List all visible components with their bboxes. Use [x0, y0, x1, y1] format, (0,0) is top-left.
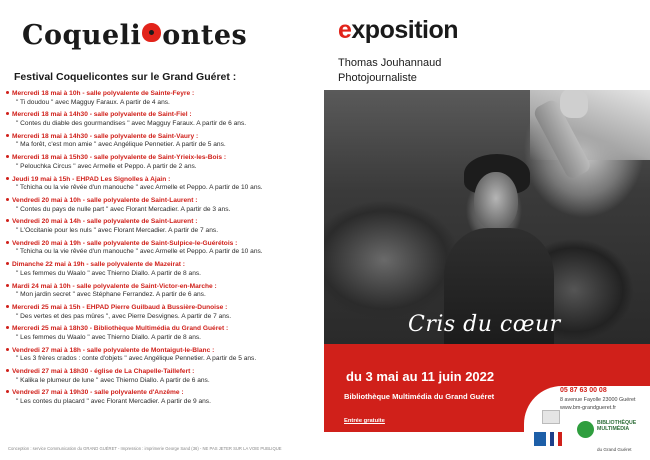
- logo-text-start: Coqueli: [22, 20, 142, 51]
- event-description: " Les femmes du Waalo " avec Thierno Diallo. A partir de 8 ans.: [16, 333, 202, 341]
- event-when: [6, 197, 321, 206]
- bullet-icon: [6, 262, 9, 265]
- bnf-logo-icon: [534, 432, 546, 446]
- event-description: " Tchicha ou la vie rêvée d'un manouche " avec Armelle et Peppo. A partir de 10 ans.: [16, 248, 263, 256]
- event-when-text: Jeudi 19 mai à 15h - EHPAD Les Signolles à Ajain :: [12, 175, 171, 183]
- event-description: " Les contes du placard " avec Florant Mercadier. A partir de 9 ans.: [16, 398, 211, 406]
- contact-address: 8 avenue Fayolle 23000 Guéret: [560, 397, 636, 403]
- event-when-text: Mercredi 18 mai à 14h30 - salle polyvalente de Saint-Vaury :: [12, 132, 199, 140]
- event-item: [6, 197, 321, 218]
- event-item: [6, 133, 321, 154]
- bullet-icon: [6, 219, 9, 222]
- event-when-text: Dimanche 22 mai à 19h - salle polyvalente de Mazeirat :: [12, 261, 185, 269]
- exhibition-panel: [324, 0, 650, 460]
- event-when: [6, 154, 321, 163]
- event-description: " Des vertes et des pas mûres ", avec Pierre Desvignes. A partir de 7 ans.: [16, 312, 232, 320]
- event-when: [6, 325, 321, 334]
- event-item: [6, 368, 321, 389]
- event-when-text: Vendredi 20 mai à 10h - salle polyvalente de Saint-Laurent :: [12, 196, 198, 204]
- library-logo-icon: [577, 421, 594, 438]
- event-when-text: Mercredi 18 mai à 10h - salle polyvalente de Sainte-Feyre :: [12, 90, 195, 97]
- footer-credits: Conception : service Communication du GRAND GUÉRET - Impression : imprimerie George Sand (36) - NE PAS JETER SUR LA VOIE PUBLIQUE: [8, 446, 282, 451]
- event-item: [6, 240, 321, 261]
- event-when-text: Mercredi 18 mai à 15h30 - salle polyvalente de Saint-Yrieix-les-Bois :: [12, 154, 227, 162]
- event-when: [6, 283, 321, 292]
- event-item: [6, 261, 321, 282]
- event-when: [6, 347, 321, 356]
- exhibition-venue: Bibliothèque Multimédia du Grand Guéret: [344, 392, 495, 401]
- event-description: " Mon jardin secret " avec Stéphane Ferrandez. A partir de 6 ans.: [16, 291, 206, 299]
- bullet-icon: [6, 134, 9, 137]
- poppy-icon: [142, 23, 161, 42]
- program-panel: [0, 0, 324, 460]
- exhibition-dates: du 3 mai au 11 juin 2022: [346, 369, 495, 384]
- event-when: [6, 90, 321, 99]
- event-when-text: Mercredi 25 mai à 18h30 - Bibliothèque Multimédia du Grand Guéret :: [12, 325, 229, 333]
- bullet-icon: [6, 112, 9, 115]
- event-when: [6, 176, 321, 185]
- photo-fist: [560, 90, 588, 118]
- logo-text-end: ontes: [162, 20, 248, 51]
- bullet-icon: [6, 198, 9, 201]
- event-when: [6, 240, 321, 249]
- bullet-icon: [6, 155, 9, 158]
- festival-title: Festival Coquelicontes sur le Grand Guéret :: [14, 71, 237, 83]
- bullet-icon: [6, 284, 9, 287]
- event-item: [6, 90, 321, 111]
- coquelicontes-logo: [22, 20, 247, 51]
- library-logo-line2: MULTIMÉDIA: [597, 426, 630, 432]
- exposition-rest: xposition: [351, 16, 459, 44]
- protest-photo: [324, 90, 650, 344]
- event-description: " L'Occitanie pour les nuls " avec Florant Mercadier. A partir de 7 ans.: [16, 226, 219, 234]
- event-item: [6, 325, 321, 346]
- event-description: " Tchicha ou la vie rêvée d'un manouche " avec Armelle et Peppo. A partir de 10 ans.: [16, 184, 263, 192]
- event-when: [6, 133, 321, 142]
- event-when-text: Vendredi 27 mai à 18h - salle polyvalente de Montaigut-le-Blanc :: [12, 346, 215, 354]
- event-when: [6, 368, 321, 377]
- event-item: [6, 111, 321, 132]
- bullet-icon: [6, 326, 9, 329]
- event-when: [6, 261, 321, 270]
- partner-logo-icon: [542, 410, 560, 424]
- event-description: " Les femmes du Waalo " avec Thierno Diallo. A partir de 8 ans.: [16, 269, 202, 277]
- event-description: " Contes du pays de nulle part " avec Florant Mercadier. A partir de 3 ans.: [16, 205, 231, 213]
- bullet-icon: [6, 177, 9, 180]
- event-when-text: Mardi 24 mai à 10h - salle polyvalente de Saint-Victor-en-Marche :: [12, 282, 217, 290]
- event-item: [6, 304, 321, 325]
- event-when-text: Vendredi 27 mai à 18h30 - église de La Chapelle-Taillefert :: [12, 368, 195, 376]
- photographer-block: [338, 56, 441, 86]
- event-item: [6, 154, 321, 175]
- event-when: [6, 304, 321, 313]
- event-when-text: Mercredi 18 mai à 14h30 - salle polyvalente de Saint-Fiel :: [12, 111, 192, 119]
- event-item: [6, 218, 321, 239]
- exhibition-title: Cris du cœur: [408, 312, 561, 337]
- event-description: " Les 3 frères crados : conte d'objets " avec Angélique Pennetier. A partir de 5 ans.: [16, 355, 257, 363]
- event-description: " Kalika le plumeur de lune " avec Thierno Diallo. A partir de 6 ans.: [16, 376, 210, 384]
- contact-website: www.bm-grandgueret.fr: [560, 405, 617, 411]
- event-when-text: Vendredi 27 mai à 19h30 - salle polyvalente d'Anzême :: [12, 389, 184, 397]
- bullet-icon: [6, 348, 9, 351]
- event-when: [6, 218, 321, 227]
- event-item: [6, 176, 321, 197]
- bullet-icon: [6, 369, 9, 372]
- library-logo-text: [597, 420, 636, 432]
- event-description: " Pelouchka Circus " avec Armelle et Peppo. A partir de 2 ans.: [16, 162, 197, 170]
- event-item: [6, 347, 321, 368]
- event-when-text: Mercredi 25 mai à 15h - EHPAD Pierre Guilbaud à Bussière-Dunoise :: [12, 303, 228, 311]
- library-logo-subtitle: du Grand Guéret: [597, 447, 632, 452]
- library-logo-line1: BIBLIOTHÈQUE: [597, 420, 637, 426]
- event-item: [6, 283, 321, 304]
- republique-logo-icon: [550, 432, 562, 446]
- event-description: " Contes du diable des gourmandises " avec Magguy Faraux. A partir de 6 ans.: [16, 119, 247, 127]
- event-list: [6, 90, 321, 411]
- photographer-name: Thomas Jouhannaud: [338, 57, 442, 69]
- event-when-text: Vendredi 20 mai à 14h - salle polyvalente de Saint-Laurent :: [12, 218, 198, 226]
- event-when: [6, 389, 321, 398]
- event-description: " Ti doudou " avec Magguy Faraux. A partir de 4 ans.: [16, 98, 170, 106]
- bullet-icon: [6, 241, 9, 244]
- contact-phone: 05 87 63 00 08: [560, 387, 607, 394]
- exposition-heading: [338, 16, 458, 45]
- photo-face: [474, 172, 518, 230]
- event-description: " Ma forêt, c'est mon amie " avec Angélique Pennetier. A partir de 5 ans.: [16, 141, 226, 149]
- exposition-accent-letter: e: [338, 16, 352, 44]
- bullet-icon: [6, 305, 9, 308]
- bullet-icon: [6, 390, 9, 393]
- event-when-text: Vendredi 20 mai à 19h - salle polyvalente de Saint-Sulpice-le-Guérétois :: [12, 239, 238, 247]
- free-entry-label: Entrée gratuite: [344, 418, 385, 424]
- bullet-icon: [6, 91, 9, 94]
- event-item: [6, 389, 321, 410]
- photographer-role: Photojournaliste: [338, 72, 417, 84]
- event-when: [6, 111, 321, 120]
